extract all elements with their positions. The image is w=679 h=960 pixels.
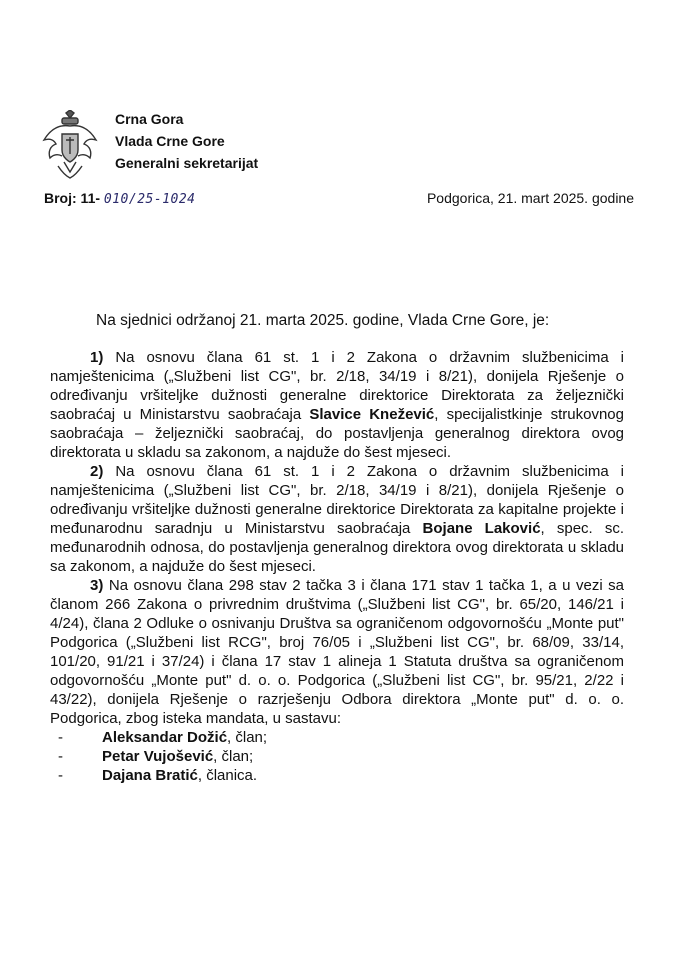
member-name: Dajana Bratić	[102, 767, 198, 784]
member-role: , član;	[227, 729, 268, 746]
decision-2	[50, 462, 624, 576]
decision-3	[50, 576, 624, 728]
reference-row	[44, 190, 634, 212]
place-date: Podgorica, 21. mart 2025. godine	[426, 190, 634, 206]
list-item	[50, 747, 624, 766]
decision-1-text-end: , specijalistkinje strukovnog saobraćaja – željeznički saobraćaj, do postavljenja generalnog direktora ovog direktorata u skladu sa zakonom, a najduže do šest mjeseci.	[50, 406, 624, 461]
decision-1-text: Na osnovu člana 61 st. 1 i 2 Zakona o državnim službenicima i namještenicima („Službeni list CG", br. 2/18, 34/19 i 8/21), donijela Rješenje o određivanju vršiteljke dužnosti generalne direktorice Direktorata za željeznički saobraćaj u Ministarstvu saobraćaja	[50, 349, 624, 423]
decision-2-text: Na osnovu člana 61 st. 1 i 2 Zakona o državnim službenicima i namještenicima („Službeni list CG", br. 2/18, 34/19 i 8/21), donijela Rješenje o određivanju vršiteljke dužnosti generalne direktorice Direktorata za kapitalne projekte i međunarodnu saradnju u Ministarstvu saobraćaja	[50, 463, 624, 537]
decision-1-number: 1)	[90, 349, 104, 366]
institution-header	[115, 108, 258, 174]
list-dash: -	[58, 748, 63, 765]
decisions-body	[50, 348, 624, 785]
header-secretariat: Generalni sekretarijat	[115, 155, 259, 171]
list-dash: -	[58, 729, 63, 746]
coat-of-arms-icon	[40, 110, 100, 180]
decision-1	[50, 348, 624, 462]
decision-2-number: 2)	[90, 463, 104, 480]
member-role: , članica.	[197, 767, 258, 784]
reference-label: Broj: 11-	[44, 190, 101, 206]
decision-3-number: 3)	[90, 577, 104, 594]
decision-2-person: Bojane Laković	[422, 520, 541, 537]
header-government: Vlada Crne Gore	[115, 133, 225, 149]
header-country: Crna Gora	[115, 111, 184, 127]
decision-3-text: Na osnovu člana 298 stav 2 tačka 3 i člana 171 stav 1 tačka 1, a u vezi sa članom 266 Zakona o privrednim društvima („Službeni list CG", br. 65/20, 146/21 i 4/24), člana 2 Odluke o osnivanju Društva sa ograničenom odgovornošću „Monte put" Podgorica („Službeni list RCG", broj 76/05 i „Službeni list CG", br. 68/09, 33/14, 101/20, 91/21 i 37/24) i člana 17 stav 1 alineja 1 Statuta društva sa ograničenom odgovornošću „Monte put" d. o. o. Podgorica („Službeni list CG", br. 95/21, 2/22 i 43/22), donijela Rješenje o razrješenju Odbora direktora „Monte put" d. o. o. Podgorica, zbog isteka mandata, u sastavu:	[50, 577, 624, 727]
member-name: Aleksandar Dožić	[102, 729, 228, 746]
decision-1-person: Slavice Knežević	[309, 406, 435, 423]
session-intro: Na sjednici održanoj 21. marta 2025. godine, Vlada Crne Gore, je:	[96, 312, 550, 329]
list-item	[50, 728, 624, 747]
board-members-list	[50, 728, 624, 785]
reference-number	[44, 190, 196, 207]
member-role: , član;	[213, 748, 254, 765]
decision-2-text-end: , spec. sc. međunarodnih odnosa, do postavljenja generalnog direktora ovog direktorata u skladu sa zakonom, a najduže do šest mjeseci.	[50, 520, 624, 575]
list-dash: -	[58, 767, 63, 784]
reference-handwritten-number: 010/25-1024	[103, 192, 196, 207]
member-name: Petar Vujošević	[102, 748, 214, 765]
list-item	[50, 766, 624, 785]
